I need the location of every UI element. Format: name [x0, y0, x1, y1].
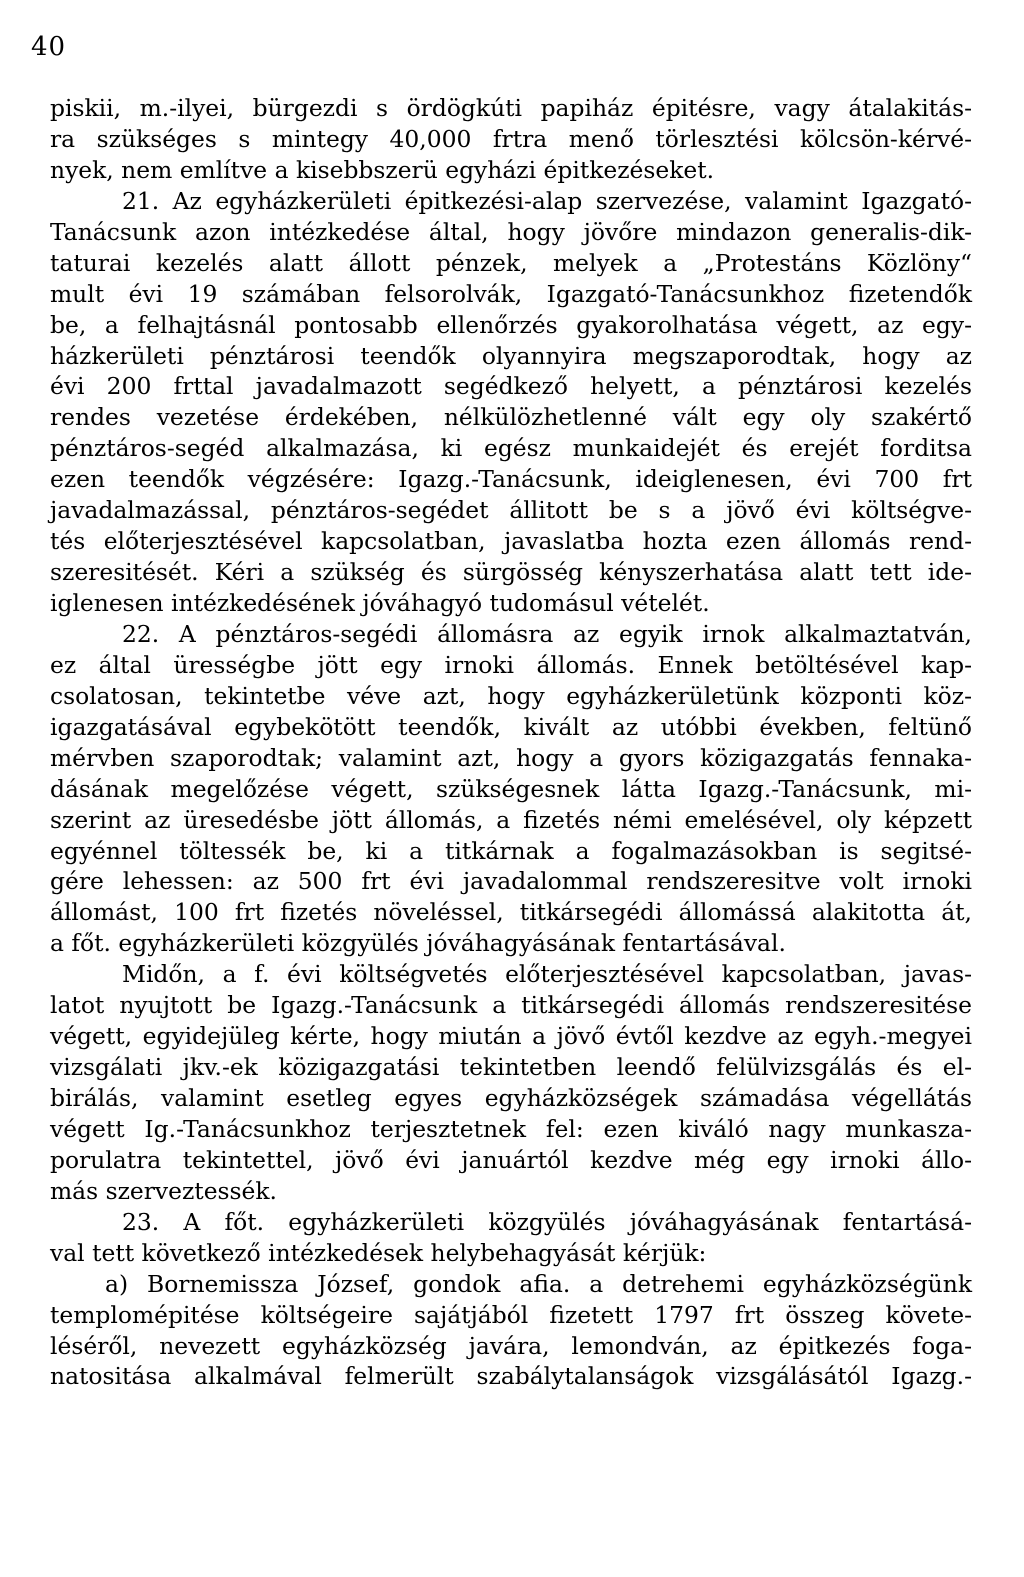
text-line: 22. A pénztáros-segédi állomásra az egyik irnok alkalmaztatván,: [122, 619, 972, 648]
text-line: házkerületi pénztárosi teendők olyannyira megszaporodtak, hogy az: [50, 341, 972, 370]
text-line: állomást, 100 frt fizetés növeléssel, titkársegédi állomássá alakitotta át,: [50, 898, 972, 927]
text-line: piskii, m.-ilyei, bürgezdi s ördögkúti papiház épitésre, vagy átalakitás-: [50, 94, 972, 122]
text-line: pénztáros-segéd alkalmazása, ki egész munkaidejét és erejét forditsa: [50, 434, 972, 463]
text-line: porulatra tekintettel, jövő évi januártól kezdve még egy irnoki állo-: [50, 1145, 972, 1174]
text-line: javadalmazással, pénztáros-segédet állitott be s a jövő évi költségve-: [50, 496, 972, 525]
text-line: 23. A főt. egyházkerületi közgyülés jóváhagyásának fentartásá-: [122, 1207, 972, 1236]
text-line: léséről, nevezett egyházközség javára, lemondván, az épitkezés foga-: [50, 1331, 972, 1360]
text-line: 21. Az egyházkerületi épitkezési-alap szervezése, valamint Igazgató-: [122, 186, 972, 215]
text-line: a főt. egyházkerületi közgyülés jóváhagyásának fentartásával.: [50, 929, 786, 958]
text-line: be, a felhajtásnál pontosabb ellenőrzés gyakorolhatása végett, az egy-: [50, 310, 972, 339]
text-line: mult évi 19 számában felsorolvák, Igazgató-Tanácsunkhoz fizetendők: [50, 279, 972, 308]
text-line: latot nyujtott be Igazg.-Tanácsunk a titkársegédi állomás rendszeresitése: [50, 991, 972, 1020]
text-line: vizsgálati jkv.-ek közigazgatási tekintetben leendő felülvizsgálás és el-: [50, 1053, 972, 1082]
text-line: dásának megelőzése végett, szükségesnek látta Igazg.-Tanácsunk, mi-: [50, 774, 972, 803]
text-line: natositása alkalmával felmerült szabálytalanságok vizsgálásától Igazg.-: [50, 1362, 972, 1391]
text-line: ezen teendők végzésére: Igazg.-Tanácsunk, ideiglenesen, évi 700 frt: [50, 465, 972, 494]
text-line: egyénnel töltessék be, ki a titkárnak a fogalmazásokban is segitsé-: [50, 836, 972, 865]
text-line: mérvben szaporodtak; valamint azt, hogy a gyors közigazgatás fennaka-: [50, 743, 972, 772]
text-line: a) Bornemissza József, gondok afia. a detrehemi egyházközségünk: [105, 1269, 972, 1298]
text-line: végett Ig.-Tanácsunkhoz terjesztetnek fel: ezen kiváló nagy munkasza-: [50, 1114, 972, 1143]
text-line: ez által ürességbe jött egy irnoki állomás. Ennek betöltésével kap-: [50, 650, 972, 679]
text-line: ra szükséges s mintegy 40,000 frtra menő törlesztési kölcsön-kérvé-: [50, 124, 972, 153]
text-line: más szerveztessék.: [50, 1176, 277, 1205]
text-line: végett, egyidejüleg kérte, hogy miután a jövő évtől kezdve az egyh.-megyei: [50, 1022, 972, 1051]
text-line: tés előterjesztésével kapcsolatban, javaslatba hozta ezen állomás rend-: [50, 527, 972, 556]
text-line: taturai kezelés alatt állott pénzek, melyek a „Protestáns Közlöny“: [50, 248, 972, 277]
text-line: Tanácsunk azon intézkedése által, hogy jövőre mindazon generalis-dik-: [50, 217, 972, 246]
text-line: csolatosan, tekintetbe véve azt, hogy egyházkerületünk központi köz-: [50, 681, 972, 710]
text-line: nyek, nem említve a kisebbszerü egyházi épitkezéseket.: [50, 155, 715, 184]
text-line: iglenesen intézkedésének jóváhagyó tudomásul vételét.: [50, 589, 710, 617]
text-line: szeresitését. Kéri a szükség és sürgösség kényszerhatása alatt tett ide-: [50, 558, 972, 587]
text-line: szerint az üresedésbe jött állomás, a fizetés némi emelésével, oly képzett: [50, 805, 972, 834]
page-number: 40: [31, 32, 67, 62]
text-line: val tett következő intézkedések helybehagyását kérjük:: [50, 1238, 707, 1267]
text-line: igazgatásával egybekötött teendők, kivált az utóbbi években, feltünő: [50, 712, 972, 741]
text-line: templomépitése költségeire sajátjából fizetett 1797 frt összeg követe-: [50, 1300, 972, 1329]
text-line: rendes vezetése érdekében, nélkülözhetlenné vált egy oly szakértő: [50, 403, 972, 432]
text-line: birálás, valamint esetleg egyes egyházközségek számadása végellátás: [50, 1084, 972, 1112]
text-line: gére lehessen: az 500 frt évi javadalommal rendszeresitve volt irnoki: [50, 867, 972, 896]
body-text: [50, 93, 972, 1392]
text-line: Midőn, a f. évi költségvetés előterjesztésével kapcsolatban, javas-: [122, 960, 972, 989]
text-line: évi 200 frttal javadalmazott segédkező helyett, a pénztárosi kezelés: [50, 372, 972, 401]
